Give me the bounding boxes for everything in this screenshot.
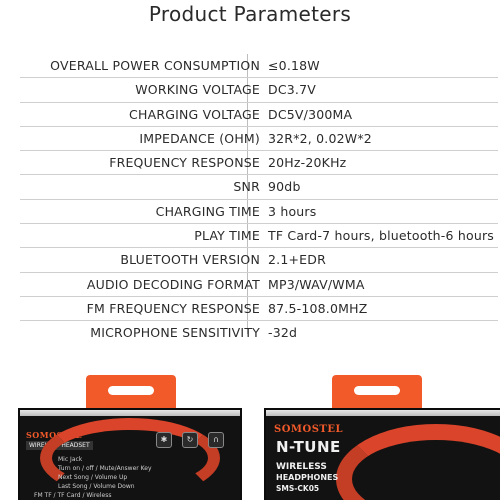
headphones-icon: ∩ (208, 432, 224, 448)
box-line: Turn on / off / Mute/Answer Key (58, 465, 152, 472)
box-brand: SOMOSTEL (274, 424, 344, 435)
model-name: N-TUNE (276, 438, 341, 456)
parameter-row (20, 174, 498, 198)
model-code: SMS-CK05 (276, 484, 320, 493)
parameter-name: IMPEDANCE (OHM) (139, 130, 260, 146)
parameter-value: 87.5-108.0MHZ (268, 300, 368, 316)
refresh-icon: ↻ (182, 432, 198, 448)
parameter-row (20, 223, 498, 247)
parameter-value: MP3/WAV/WMA (268, 276, 365, 292)
parameter-name: CHARGING TIME (155, 203, 260, 219)
parameter-row (20, 296, 498, 320)
wireless-label: WIRELESS (276, 462, 327, 472)
headphones-label: HEADPHONES (276, 473, 339, 482)
parameter-name: WORKING VOLTAGE (135, 82, 260, 98)
parameter-row (20, 126, 498, 150)
parameter-value: DC5V/300MA (268, 106, 353, 122)
box-line: FM TF / TF Card / Wireless (34, 492, 112, 499)
parameter-name: MICROPHONE SENSITIVITY (90, 325, 260, 341)
parameter-row (20, 77, 498, 101)
parameter-value: 20Hz-20KHz (268, 155, 347, 171)
parameter-name: CHARGING VOLTAGE (129, 106, 260, 122)
parameter-row (20, 150, 498, 174)
hang-hole (108, 386, 154, 395)
parameter-row (20, 54, 498, 77)
parameter-name: PLAY TIME (194, 228, 260, 244)
box-line: Last Song / Volume Down (58, 483, 135, 490)
box-body (18, 408, 242, 500)
headphone-illustration (336, 424, 500, 500)
bluetooth-icon: ✱ (156, 432, 172, 448)
parameter-value: -32d (268, 325, 298, 341)
parameter-name: FM FREQUENCY RESPONSE (86, 300, 260, 316)
box-brand: SOMOSTEL (26, 430, 83, 440)
parameter-row (20, 199, 498, 223)
product-box-front (262, 375, 500, 500)
parameter-name: AUDIO DECODING FORMAT (86, 276, 260, 292)
box-top-edge (266, 410, 500, 416)
product-box-back (18, 375, 242, 500)
parameter-value: 90db (268, 179, 301, 195)
parameter-value: DC3.7V (268, 82, 316, 98)
parameter-name: BLUETOOTH VERSION (120, 252, 260, 268)
parameter-value: 32R*2, 0.02W*2 (268, 130, 372, 146)
parameter-name: FREQUENCY RESPONSE (109, 155, 260, 171)
parameter-row (20, 247, 498, 271)
parameter-row (20, 272, 498, 296)
box-top-edge (20, 410, 240, 416)
parameter-value: 2.1+EDR (268, 252, 326, 268)
box-body (264, 408, 500, 500)
parameter-table (20, 54, 498, 345)
parameter-value: ≤0.18W (268, 58, 320, 73)
box-line: Next Song / Volume Up (58, 474, 128, 481)
parameter-value: TF Card-7 hours, bluetooth-6 hours (268, 228, 494, 244)
box-line: Mic Jack (58, 456, 83, 463)
parameter-name: SNR (233, 179, 260, 195)
hang-hole (354, 386, 400, 395)
parameter-value: 3 hours (268, 203, 317, 219)
parameter-row (20, 320, 498, 344)
box-subtitle: WIRELESS HEADSET (26, 441, 93, 450)
parameter-name: OVERALL POWER CONSUMPTION (50, 58, 260, 73)
page-title: Product Parameters (148, 2, 352, 26)
parameter-row (20, 102, 498, 126)
